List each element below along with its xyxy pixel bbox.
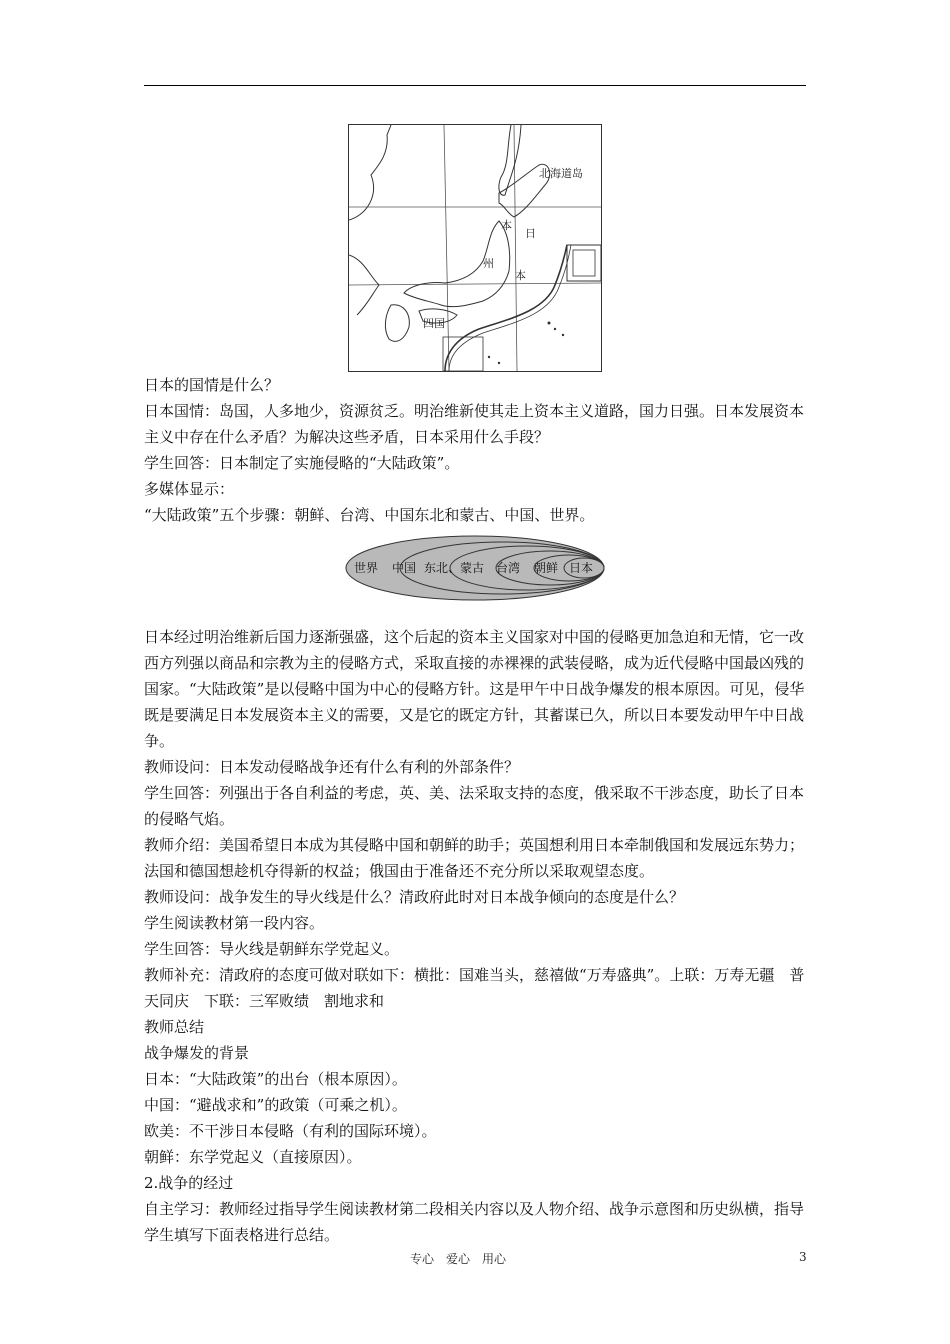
paragraph: 战争爆发的背景 — [144, 1044, 250, 1062]
paragraph: 自主学习：教师经过指导学生阅读教材第二段相关内容以及人物介绍、战争示意图和历史纵横，指导学生填写下面表格进行总结。 — [144, 1200, 805, 1244]
page-number: 3 — [799, 1250, 807, 1264]
paragraph: 欧美：不干涉日本侵略（有利的国际环境）。 — [144, 1122, 437, 1140]
map-label-ben2: 本 — [515, 269, 526, 282]
map-label-zhou: 州 — [483, 257, 494, 270]
paragraph: 朝鲜：东学党起义（直接原因）。 — [144, 1148, 362, 1166]
continental-policy-diagram — [344, 534, 606, 602]
map-label-ri: 日 — [525, 227, 536, 240]
section-heading: 2.战争的经过 — [144, 1174, 234, 1192]
ring-label-world: 世界 — [354, 561, 379, 575]
ring-label-northeast: 东北、蒙古 — [424, 561, 485, 575]
paragraph: “大陆政策”五个步骤：朝鲜、台湾、中国东北和蒙古、中国、世界。 — [144, 506, 595, 524]
paragraph: 教师总结 — [144, 1018, 205, 1036]
paragraph: 日本国情：岛国，人多地少，资源贫乏。明治维新使其走上资本主义道路，国力日强。日本发展资本主义中存在什么矛盾？为解决这些矛盾，日本采用什么手段？ — [144, 402, 805, 446]
paragraph: 教师补充：清政府的态度可做对联如下：横批：国难当头，慈禧做“万寿盛典”。上联：万寿无疆 普天同庆 下联：三军败绩 割地求和 — [144, 966, 805, 1010]
japan-map-figure — [348, 124, 602, 372]
ring-label-taiwan: 台湾 — [496, 561, 521, 575]
paragraph: 学生阅读教材第一段内容。 — [144, 914, 325, 932]
paragraph: 教师设问：日本发动侵略战争还有什么有利的外部条件？ — [144, 758, 520, 776]
paragraph: 日本：“大陆政策”的出台（根本原因）。 — [144, 1070, 407, 1088]
footer-motto: 专心 爱心 用心 — [410, 1252, 507, 1266]
ring-label-japan: 日本 — [569, 561, 594, 575]
text-main — [144, 624, 808, 1248]
paragraph: 日本经过明治维新后国力逐渐强盛，这个后起的资本主义国家对中国的侵略更加急迫和无情，它一改西方列强以商品和宗教为主的侵略方式，采取直接的赤裸裸的武装侵略，成为近代侵略中国最凶残的国家。“大陆政策”是以侵略中国为中心的侵略方针。这是甲午中日战争爆发的根本原因。可见，侵华既是要满足日本发展资本主义的需要，又是它的既定方针，其蓄谋已久，所以日本要发动甲午中日战争。 — [144, 628, 805, 750]
paragraph: 学生回答：日本制定了实施侵略的“大陆政策”。 — [144, 454, 460, 472]
paragraph: 日本的国情是什么？ — [144, 376, 280, 394]
paragraph: 学生回答：导火线是朝鲜东学党起义。 — [144, 940, 400, 958]
paragraph: 教师设问：战争发生的导火线是什么？清政府此时对日本战争倾向的态度是什么？ — [144, 888, 685, 906]
ring-label-china: 中国 — [392, 561, 417, 575]
header-rule — [144, 85, 806, 86]
paragraph: 学生回答：列强出于各自利益的考虑，英、美、法采取支持的态度，俄采取不干涉态度，助长了日本的侵略气焰。 — [144, 784, 805, 828]
map-label-shikoku: 四国 — [423, 317, 445, 330]
map-label-ben1: 本 — [501, 219, 512, 232]
ring-label-korea: 朝鲜 — [534, 561, 559, 575]
map-label-hokkaido: 北海道岛 — [539, 167, 583, 180]
paragraph: 中国：“避战求和”的政策（可乘之机）。 — [144, 1096, 407, 1114]
paragraph: 多媒体显示： — [144, 480, 235, 498]
text-top — [144, 372, 808, 528]
japan-map — [349, 125, 601, 371]
paragraph: 教师介绍：美国希望日本成为其侵略中国和朝鲜的助手；英国想利用日本牵制俄国和发展远东势力；法国和德国想趁机夺得新的权益；俄国由于准备还不充分所以采取观望态度。 — [144, 836, 805, 880]
